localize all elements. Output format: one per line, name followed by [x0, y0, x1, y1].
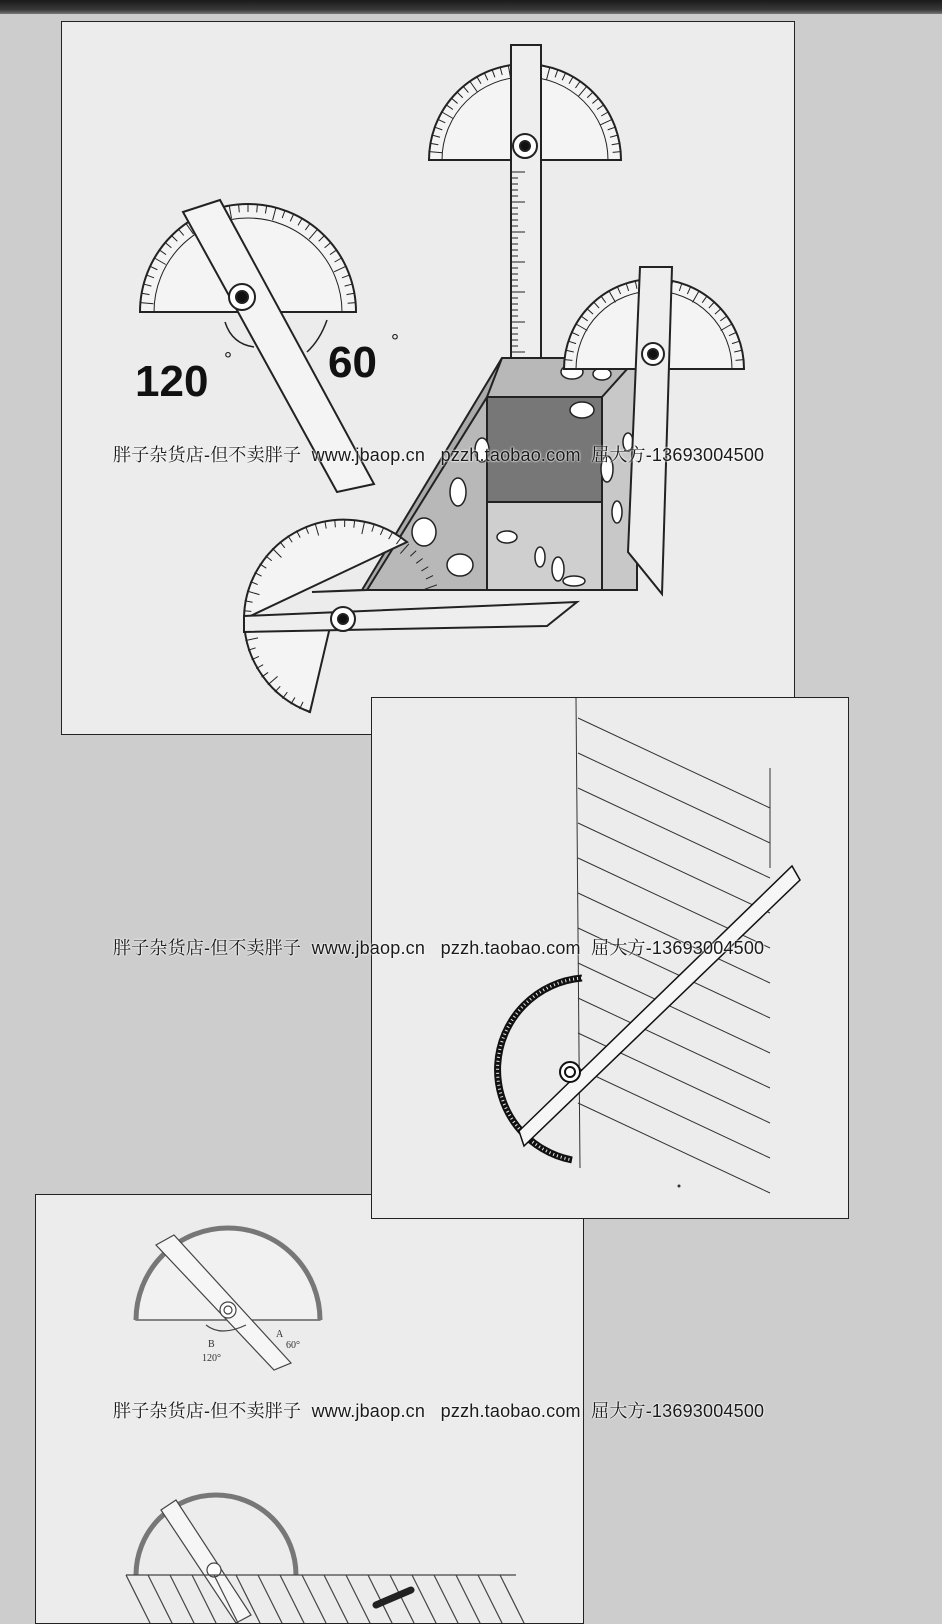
- degree-mark-120: °: [224, 349, 232, 371]
- speck: [678, 1185, 681, 1188]
- label-a-60: 60°: [286, 1340, 300, 1351]
- protractor-uses-drawing: [62, 22, 795, 735]
- illustration-panel-protractor-uses: [61, 21, 795, 735]
- watermark-line-1: 胖子杂货店-但不卖胖子 www.jbaop.cn pzzh.taobao.com 屈大方-13693004500: [113, 441, 764, 467]
- angle-label-120: 120: [135, 357, 208, 406]
- label-a-marker: A: [276, 1329, 284, 1340]
- watermark-line-2: 胖子杂货店-但不卖胖子 www.jbaop.cn pzzh.taobao.com 屈大方-13693004500: [113, 934, 764, 960]
- watermark-line-3: 胖子杂货店-但不卖胖子 www.jbaop.cn pzzh.taobao.com 屈大方-13693004500: [113, 1397, 764, 1423]
- angle-label-60: 60: [328, 338, 377, 387]
- degree-mark-60: °: [391, 331, 399, 353]
- protractor-reference-bottom: [126, 1495, 525, 1624]
- top-frame-bar: [0, 0, 942, 14]
- label-b-120: 120°: [202, 1353, 221, 1364]
- label-b-marker: B: [208, 1339, 215, 1350]
